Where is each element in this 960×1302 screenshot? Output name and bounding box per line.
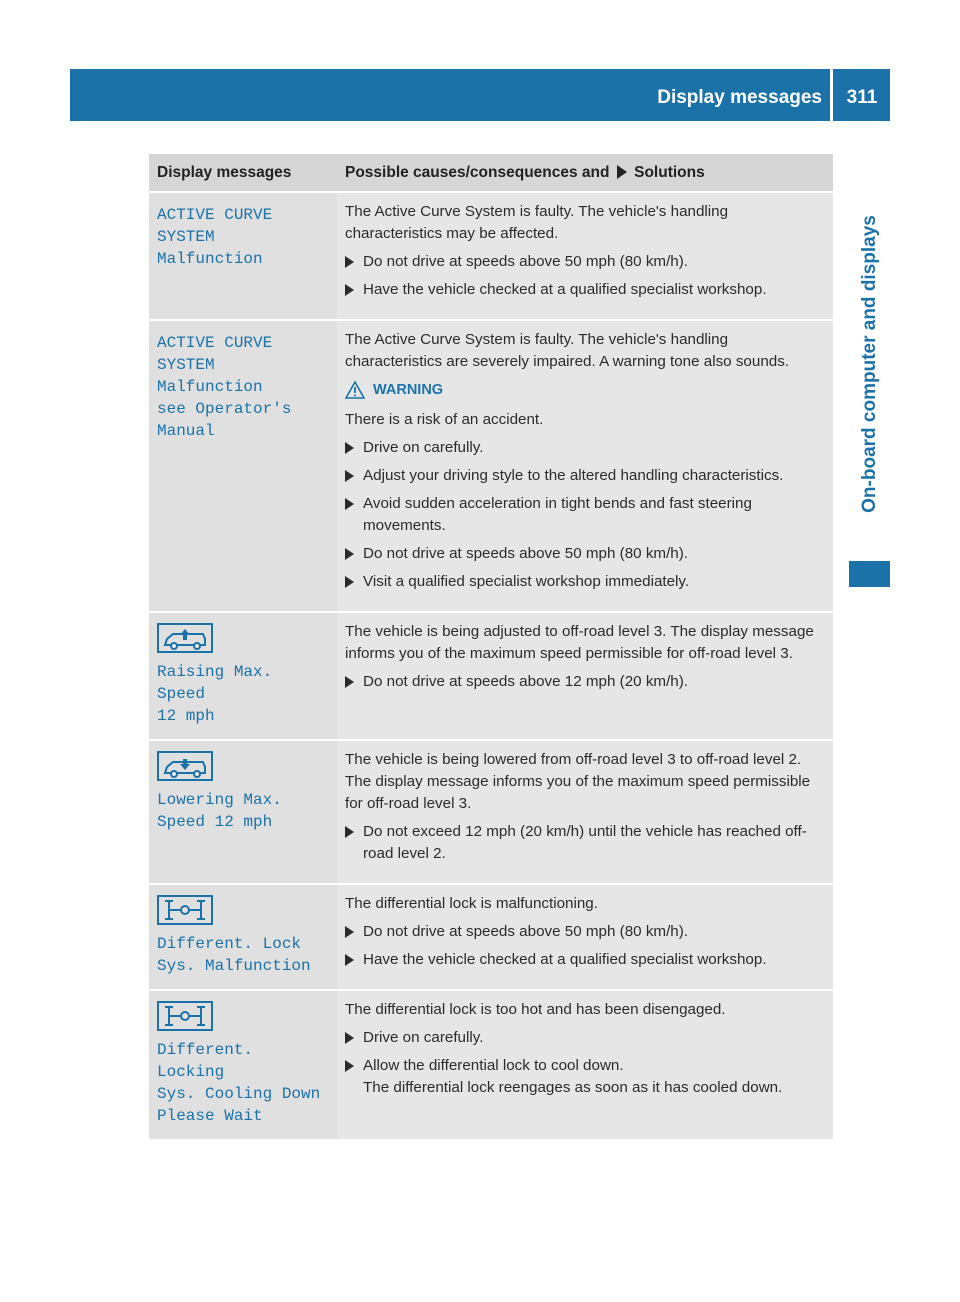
message-cell — [149, 191, 337, 319]
cause-text: The differential lock is too hot and has been disengaged. — [345, 1001, 726, 1018]
instruction-text: Do not drive at speeds above 50 mph (80 km/h). — [363, 545, 689, 562]
warning-text: There is a risk of an accident. — [345, 411, 544, 428]
instruction-item — [345, 251, 825, 273]
action-arrow-icon — [345, 548, 354, 560]
instruction-text: Do not drive at speeds above 12 mph (20 km/h). — [363, 673, 689, 690]
vehicle-lower-icon — [157, 751, 213, 781]
page-number: 311 — [846, 87, 878, 108]
instruction-item — [345, 437, 825, 459]
instruction-text: Do not exceed 12 mph (20 km/h) until the vehicle has reached off-road level 2. — [363, 823, 807, 862]
solution-cell — [337, 191, 833, 319]
display-message-text: ACTIVE CURVE SYSTEM Malfunction see Operator's Manual — [157, 334, 292, 440]
message-cell — [149, 989, 337, 1139]
display-message-text: Raising Max. Speed 12 mph — [157, 663, 273, 725]
instruction-item — [345, 493, 825, 537]
instruction-text: Do not drive at speeds above 50 mph (80 km/h). — [363, 923, 689, 940]
display-message-text: Lowering Max. Speed 12 mph — [157, 791, 282, 831]
instruction-text: Have the vehicle checked at a qualified specialist workshop. — [363, 951, 767, 968]
action-arrow-icon — [345, 576, 354, 588]
action-arrow-icon — [345, 826, 354, 838]
warning-triangle-icon — [345, 381, 365, 399]
action-arrow-icon — [345, 1032, 354, 1044]
instruction-text: Visit a qualified specialist workshop immediately. — [363, 573, 690, 590]
action-arrow-icon — [345, 442, 354, 454]
solution-cell — [337, 883, 833, 989]
display-message-text: ACTIVE CURVE SYSTEM Malfunction — [157, 206, 273, 268]
action-arrow-icon — [345, 954, 354, 966]
instruction-item — [345, 571, 825, 593]
table-row — [149, 739, 833, 883]
cause-text: The vehicle is being adjusted to off-road level 3. The display message informs you of the maximum speed permissible for off-road level 3. — [345, 623, 814, 662]
action-arrow-icon — [345, 1060, 354, 1072]
instruction-item — [345, 821, 825, 865]
solution-cell — [337, 989, 833, 1139]
column-header-messages: Display messages — [149, 154, 337, 191]
instruction-item — [345, 921, 825, 943]
display-message-text: Different. Lock Sys. Malfunction — [157, 935, 311, 975]
side-chapter-tab: On-board computer and displays — [859, 215, 880, 513]
instruction-text: Drive on carefully. — [363, 1029, 484, 1046]
solution-cell — [337, 739, 833, 883]
action-arrow-icon — [345, 676, 354, 688]
table-row — [149, 611, 833, 739]
instruction-item — [345, 543, 825, 565]
message-cell — [149, 611, 337, 739]
instruction-text: Do not drive at speeds above 50 mph (80 km/h). — [363, 253, 689, 270]
differential-lock-icon — [157, 895, 213, 925]
action-arrow-icon — [345, 256, 354, 268]
message-cell — [149, 883, 337, 989]
page-section-title: Display messages — [657, 87, 822, 108]
warning-heading — [345, 379, 825, 401]
message-cell — [149, 739, 337, 883]
table-row — [149, 191, 833, 319]
action-arrow-icon — [345, 498, 354, 510]
action-arrow-icon — [345, 926, 354, 938]
instruction-item — [345, 465, 825, 487]
cause-text: The Active Curve System is faulty. The vehicle's handling characteristics are severely impaired. A warning tone also sounds. — [345, 331, 790, 370]
instruction-item — [345, 1027, 825, 1049]
instruction-text: Have the vehicle checked at a qualified specialist workshop. — [363, 281, 767, 298]
cause-text: The Active Curve System is faulty. The vehicle's handling characteristics may be affected. — [345, 203, 729, 242]
instruction-text: Avoid sudden acceleration in tight bends and fast steering movements. — [363, 495, 752, 534]
side-tab-marker — [849, 561, 890, 587]
instruction-text: Adjust your driving style to the altered handling characteristics. — [363, 467, 784, 484]
instruction-text: Allow the differential lock to cool down. The differential lock reengages as soon as it has cooled down. — [363, 1057, 783, 1096]
instruction-item — [345, 671, 825, 693]
instruction-item — [345, 1055, 825, 1099]
table-row — [149, 883, 833, 989]
instruction-item — [345, 949, 825, 971]
table-row — [149, 319, 833, 611]
table-row — [149, 989, 833, 1139]
solution-cell — [337, 611, 833, 739]
instruction-text: Drive on carefully. — [363, 439, 484, 456]
table-header-row — [149, 154, 833, 191]
column-header-solutions — [337, 154, 833, 191]
solution-cell — [337, 319, 833, 611]
header-divider — [830, 69, 833, 121]
action-arrow-icon — [345, 470, 354, 482]
action-arrow-icon — [345, 284, 354, 296]
display-messages-table — [149, 154, 833, 1139]
warning-label: WARNING — [373, 382, 444, 398]
action-arrow-icon — [617, 165, 627, 179]
differential-lock-icon — [157, 1001, 213, 1031]
display-message-text: Different. Locking Sys. Cooling Down Please Wait — [157, 1041, 321, 1125]
message-cell — [149, 319, 337, 611]
cause-text: The vehicle is being lowered from off-road level 3 to off-road level 2. The display message informs you of the maximum speed permissible for off-road level 3. — [345, 751, 811, 812]
instruction-item — [345, 279, 825, 301]
column-header-causes: Possible causes/consequences and — [345, 163, 610, 181]
vehicle-raise-icon — [157, 623, 213, 653]
cause-text: The differential lock is malfunctioning. — [345, 895, 598, 912]
column-header-solutions-label: Solutions — [634, 163, 705, 181]
